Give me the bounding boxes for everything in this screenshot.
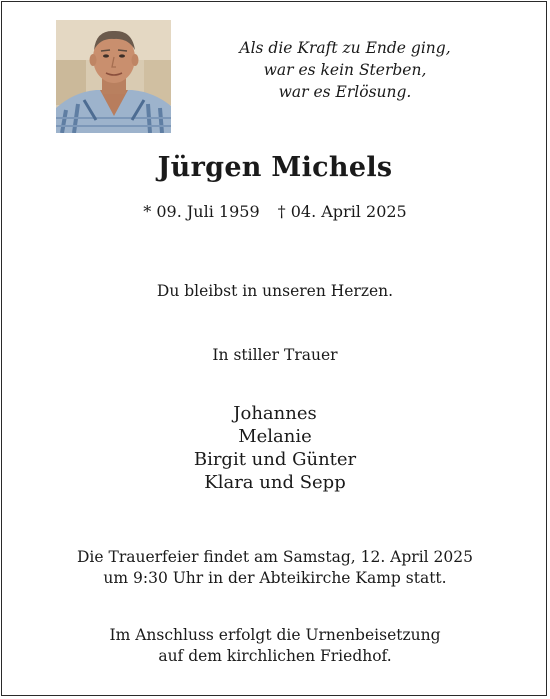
mourner-name: Klara und Sepp xyxy=(204,472,346,493)
portrait-photo xyxy=(56,20,171,133)
service-details xyxy=(0,547,550,589)
life-dates xyxy=(0,202,550,221)
service-line: Die Trauerfeier findet am Samstag, 12. April 2025 xyxy=(77,548,473,566)
portrait-photo-icon xyxy=(56,20,171,133)
memorial-poem xyxy=(195,37,495,103)
burial-details xyxy=(0,625,550,667)
mourners-list xyxy=(0,402,550,494)
poem-line: Als die Kraft zu Ende ging, xyxy=(239,39,451,57)
poem-line: war es kein Sterben, xyxy=(263,61,427,79)
poem-line: war es Erlösung. xyxy=(278,83,412,101)
death-date: † 04. April 2025 xyxy=(277,202,407,221)
deceased-name: Jürgen Michels xyxy=(157,152,393,183)
birth-date: * 09. Juli 1959 xyxy=(143,202,260,221)
mourner-name: Birgit und Günter xyxy=(193,449,357,470)
farewell-text: Du bleibst in unseren Herzen. xyxy=(156,282,394,300)
service-line: um 9:30 Uhr in der Abteikirche Kamp statt. xyxy=(103,569,447,587)
burial-line: Im Anschluss erfolgt die Urnenbeisetzung xyxy=(109,626,441,644)
mourning-line: In stiller Trauer xyxy=(212,346,338,364)
mourner-name: Melanie xyxy=(238,426,312,447)
mourner-name: Johannes xyxy=(233,403,317,424)
burial-line: auf dem kirchlichen Friedhof. xyxy=(158,647,392,665)
